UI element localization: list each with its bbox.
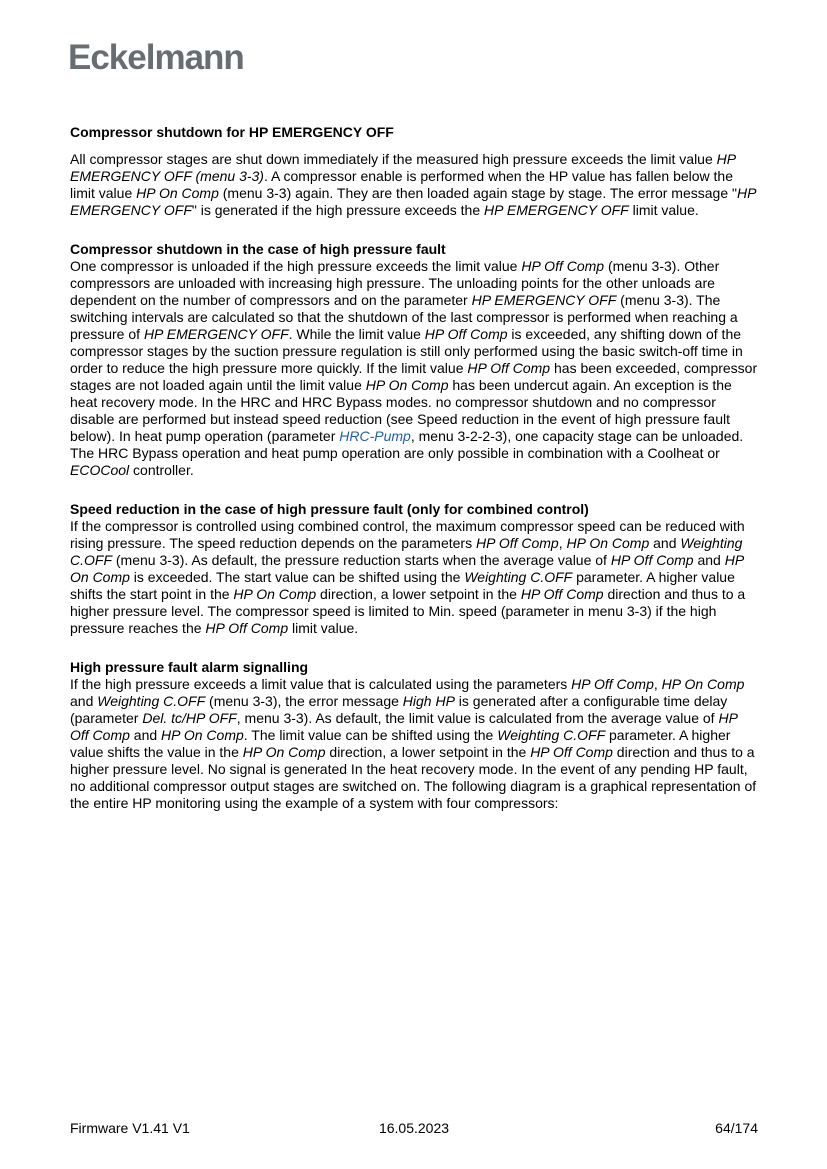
text-run: has been exceeded, compressor stages are not loaded again until the limit value [70, 360, 758, 393]
parameter-name: HP Off Comp [424, 326, 508, 342]
text-run: direction and thus to a higher pressure level. The compressor speed is limited to Min. speed (parameter in menu 3-3) if the high pressure reaches the [70, 586, 746, 636]
page-footer [70, 1120, 758, 1137]
text-run: , [558, 535, 567, 551]
text-run: and [129, 727, 162, 743]
document-content [70, 124, 758, 834]
parameter-name: HP Off Comp [476, 535, 559, 551]
text-run: (menu 3-3). As default, the pressure reduction starts when the average value of [112, 552, 611, 568]
parameter-name: HP EMERGENCY OFF [70, 185, 756, 218]
parameter-name: HP On Comp [161, 727, 244, 743]
parameter-name: HP Off Comp [467, 360, 551, 376]
parameter-name: HP EMERGENCY OFF [143, 326, 289, 342]
parameter-name: HP Off Comp [70, 710, 738, 743]
parameter-name: HP Off Comp [530, 744, 613, 760]
text-run: is exceeded, any shifting down of the compressor stages by the suction pressure regulation is still only performed using the basic switch-off time in order to reduce the high pressure more quickly. If the limit value [70, 326, 743, 376]
text-run: (menu 3-3). The switching intervals are calculated so that the shutdown of the last compressor is performed when reaching a pressure of [70, 292, 738, 342]
section-heading: High pressure fault alarm signalling [70, 659, 309, 675]
parameter-name: HP EMERGENCY OFF [484, 202, 629, 218]
text-run: . While the limit value [288, 326, 425, 342]
text-run: and [693, 552, 725, 568]
text-run: and [649, 535, 681, 551]
document-section [70, 124, 758, 219]
parameter-name: High HP [402, 693, 455, 709]
footer-page-number: 64/174 [715, 1120, 758, 1136]
parameter-name: HP On Comp [661, 676, 745, 692]
parameter-name: HP Off Comp [610, 552, 694, 568]
section-paragraph [70, 676, 758, 812]
footer-date: 16.05.2023 [378, 1120, 450, 1136]
parameter-name: HP Off Comp [571, 676, 654, 692]
text-run: controller. [129, 462, 194, 478]
parameter-name: HP On Comp [136, 185, 219, 201]
parameter-name: HP EMERGENCY OFF (menu 3-3) [70, 151, 736, 184]
section-heading: Speed reduction in the case of high pressure fault (only for combined control) [70, 501, 589, 517]
eckelmann-logo: Eckelmann [68, 38, 244, 77]
text-run: . The limit value can be shifted using the [243, 727, 498, 743]
text-run: limit value. [628, 202, 699, 218]
document-section [70, 241, 758, 479]
parameter-name: HP EMERGENCY OFF [471, 292, 617, 308]
parameter-name: ECOCool [70, 462, 130, 478]
text-run: If the high pressure exceeds a limit value that is calculated using the parameters [70, 676, 572, 692]
parameter-name: HP On Comp [242, 744, 326, 760]
section-heading: Compressor shutdown in the case of high pressure fault [70, 241, 446, 257]
parameter-name: Weighting C.OFF [497, 727, 606, 743]
text-run: If the compressor is controlled using combined control, the maximum compressor speed can be reduced with rising pressure. The speed reduction depends on the parameters [70, 518, 745, 551]
parameter-name: HP Off Comp [205, 620, 289, 636]
text-run: , menu 3-3). As default, the limit value is calculated from the average value of [236, 710, 719, 726]
parameter-name: HP On Comp [365, 377, 449, 393]
text-run: " is generated if the high pressure exceeds the [191, 202, 485, 218]
text-run: (menu 3-3). Other compressors are unloaded with increasing high pressure. The unloading points for the other unloads are dependent on the number of compressors and on the parameter [70, 258, 720, 308]
text-run: All compressor stages are shut down immediately if the measured high pressure exceeds the limit value [70, 151, 717, 167]
hrc-pump-parameter-link[interactable]: HRC-Pump [339, 428, 411, 444]
text-run: One compressor is unloaded if the high pressure exceeds the limit value [70, 258, 522, 274]
text-run: (menu 3-3), the error message [205, 693, 403, 709]
text-run: direction, a lower setpoint in the [325, 744, 531, 760]
text-run: , menu 3-2-2-3), one capacity stage can be unloaded. The HRC Bypass operation and heat pump operation are only possible in combination with a Coolheat or [70, 428, 744, 461]
parameter-name: Weighting C.OFF [70, 535, 743, 568]
text-run: limit value. [288, 620, 359, 636]
parameter-name: HP On Comp [566, 535, 650, 551]
text-run: direction and thus to a higher pressure level. No signal is generated In the heat recovery mode. In the event of any pending HP fault, no additional compressor output stages are switched on. The following diagram is a graphical representation of the entire HP monitoring using the example of a system with four compressors: [70, 744, 757, 811]
document-section [70, 659, 758, 812]
text-run: and [70, 693, 98, 709]
text-run: is exceeded. The start value can be shifted using the [129, 569, 465, 585]
parameter-name: HP On Comp [233, 586, 317, 602]
section-paragraph [70, 518, 758, 637]
text-run: (menu 3-3) again. They are then loaded again stage by stage. The error message " [218, 185, 737, 201]
text-run: parameter. A higher value shifts the start point in the [70, 569, 735, 602]
parameter-name: HP Off Comp [520, 586, 604, 602]
text-run: . A compressor enable is performed when the HP value has fallen below the limit value [70, 168, 733, 201]
text-run: is generated after a configurable time delay (parameter [70, 693, 728, 726]
text-run: parameter. A higher value shifts the value in the [70, 727, 731, 760]
parameter-name: Weighting C.OFF [97, 693, 206, 709]
section-paragraph [70, 258, 758, 479]
text-run: has been undercut again. An exception is the heat recovery mode. In the HRC and HRC Bypass modes. no compressor shutdown and no compressor disable are performed but instead speed reduction (see Speed reduction in the event of high pressure fault below). In heat pump operation (parameter [70, 377, 732, 444]
parameter-name: Del. tc/HP OFF [142, 710, 237, 726]
section-heading: Compressor shutdown for HP EMERGENCY OFF [70, 124, 394, 140]
text-run: direction, a lower setpoint in the [316, 586, 521, 602]
section-paragraph [70, 151, 758, 219]
document-section [70, 501, 758, 637]
footer-firmware-version: Firmware V1.41 V1 [70, 1120, 190, 1136]
parameter-name: HP Off Comp [521, 258, 605, 274]
text-run: , [653, 676, 662, 692]
parameter-name: Weighting C.OFF [464, 569, 573, 585]
parameter-name: HP On Comp [70, 552, 744, 585]
